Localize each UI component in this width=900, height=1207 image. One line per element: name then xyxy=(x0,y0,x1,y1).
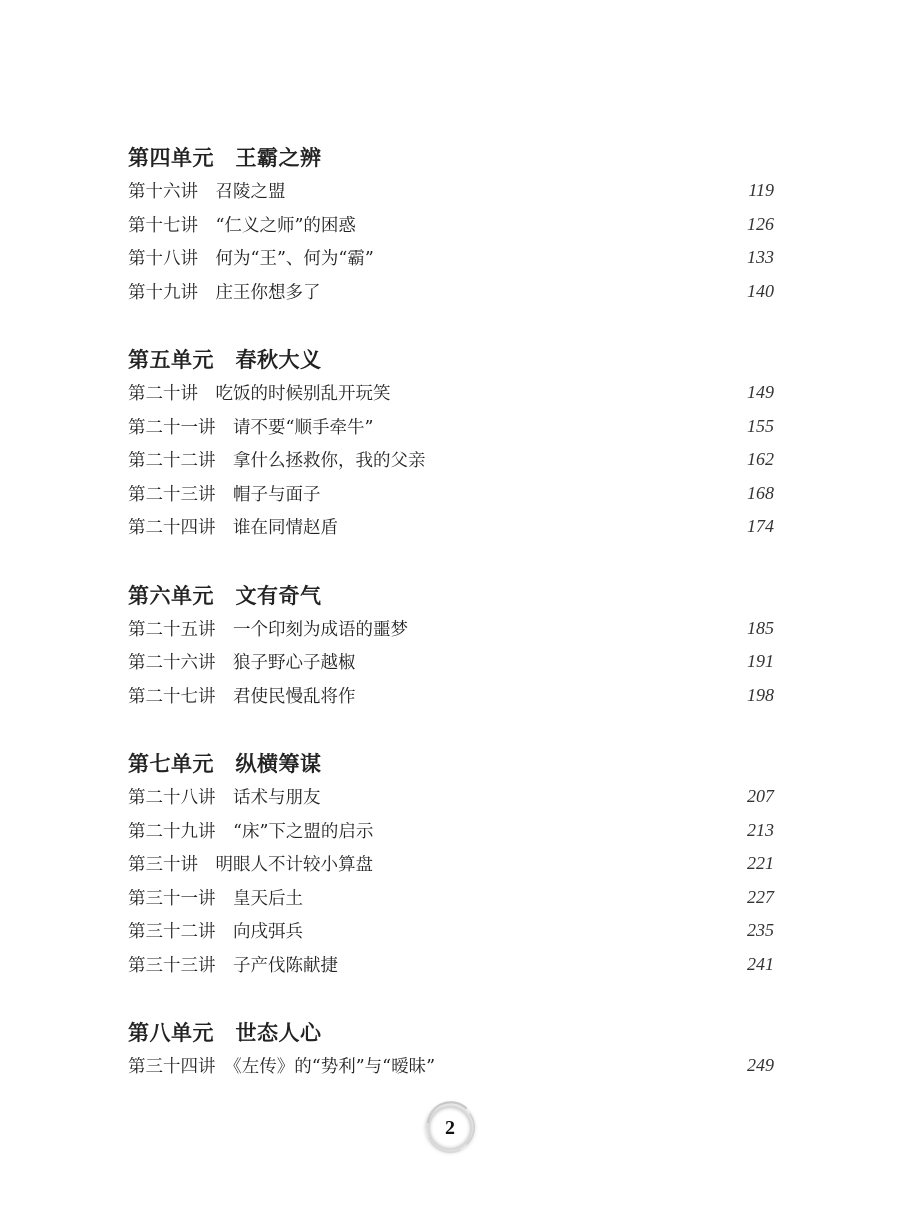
entry-page-number: 162 xyxy=(747,449,774,470)
toc-entry[interactable] xyxy=(128,510,774,544)
entry-title: 第二十三讲 帽子与面子 xyxy=(128,484,321,505)
toc-entry[interactable] xyxy=(128,612,774,646)
entry-title: 第三十二讲 向戌弭兵 xyxy=(128,922,303,943)
entry-title: 第二十五讲 一个印刻为成语的噩梦 xyxy=(128,619,408,640)
page-number-badge xyxy=(420,1098,480,1158)
toc-entry[interactable] xyxy=(128,645,774,679)
unit-title: 第四单元 王霸之辨 xyxy=(128,145,322,170)
entry-page-number: 241 xyxy=(747,953,774,974)
toc-entry[interactable] xyxy=(128,174,774,208)
toc-entry[interactable] xyxy=(128,208,774,242)
unit-title: 第六单元 文有奇气 xyxy=(128,582,322,608)
entry-title: 第三十讲 明眼人不计较小算盘 xyxy=(128,855,373,876)
entry-title: 第二十八讲 话术与朋友 xyxy=(128,788,321,809)
entry-title: 第二十九讲 “床”下之盟的启示 xyxy=(128,821,374,842)
entry-title: 第二十四讲 谁在同情赵盾 xyxy=(128,518,338,539)
entry-title: 第二十七讲 君使民慢乱将作 xyxy=(128,686,356,707)
unit-section xyxy=(128,748,774,981)
entry-page-number: 235 xyxy=(747,920,774,941)
entry-page-number: 119 xyxy=(748,180,774,201)
toc-entry[interactable] xyxy=(128,410,774,444)
entry-page-number: 249 xyxy=(747,1055,774,1076)
unit-section xyxy=(128,344,774,544)
entry-title: 第十七讲 “仁义之师”的困惑 xyxy=(128,215,356,236)
toc-entry[interactable] xyxy=(128,443,774,477)
entry-page-number: 155 xyxy=(747,415,774,436)
toc-entry[interactable] xyxy=(128,679,774,713)
entry-page-number: 174 xyxy=(747,516,774,537)
unit-section xyxy=(128,142,774,308)
entry-page-number: 213 xyxy=(747,819,774,840)
toc-entry[interactable] xyxy=(128,241,774,275)
table-of-contents xyxy=(128,142,774,1119)
entry-title: 第二十一讲 请不要“顺手牵牛” xyxy=(128,417,374,438)
toc-entry[interactable] xyxy=(128,814,774,848)
entry-title: 第十六讲 召陵之盟 xyxy=(128,182,286,203)
toc-entry[interactable] xyxy=(128,881,774,915)
entry-page-number: 133 xyxy=(747,247,774,268)
toc-entry[interactable] xyxy=(128,477,774,511)
page-number: 2 xyxy=(445,1117,455,1139)
entry-page-number: 168 xyxy=(747,482,774,503)
entry-page-number: 185 xyxy=(747,617,774,638)
toc-entry[interactable] xyxy=(128,376,774,410)
toc-entry[interactable] xyxy=(128,780,774,814)
entry-title: 第三十三讲 子产伐陈献捷 xyxy=(128,955,338,976)
entry-title: 第三十四讲 《左传》的“势利”与“暧昧” xyxy=(128,1057,436,1078)
entry-page-number: 126 xyxy=(747,213,774,234)
entry-page-number: 221 xyxy=(747,853,774,874)
unit-title: 第五单元 春秋大义 xyxy=(128,347,322,372)
entry-page-number: 198 xyxy=(747,684,774,705)
unit-title: 第八单元 世态人心 xyxy=(128,1020,322,1045)
entry-title: 第二十六讲 狼子野心子越椒 xyxy=(128,653,356,674)
entry-title: 第十八讲 何为“王”、何为“霸” xyxy=(128,249,374,270)
toc-entry[interactable] xyxy=(128,914,774,948)
entry-page-number: 140 xyxy=(747,280,774,301)
toc-entry[interactable] xyxy=(128,1049,774,1083)
entry-title: 第二十讲 吃饭的时候别乱开玩笑 xyxy=(128,384,391,405)
unit-title: 第七单元 纵横筹谋 xyxy=(128,751,322,776)
entry-title: 第十九讲 庄王你想多了 xyxy=(128,282,321,303)
entry-title: 第三十一讲 皇天后土 xyxy=(128,888,303,909)
entry-page-number: 149 xyxy=(747,382,774,403)
entry-page-number: 191 xyxy=(747,651,774,672)
entry-page-number: 227 xyxy=(747,886,774,907)
entry-page-number: 207 xyxy=(747,786,774,807)
unit-section xyxy=(128,1017,774,1083)
unit-section xyxy=(128,580,774,713)
entry-title: 第二十二讲 拿什么拯救你，我的父亲 xyxy=(128,451,426,472)
toc-entry[interactable] xyxy=(128,847,774,881)
toc-entry[interactable] xyxy=(128,948,774,982)
toc-entry[interactable] xyxy=(128,275,774,309)
